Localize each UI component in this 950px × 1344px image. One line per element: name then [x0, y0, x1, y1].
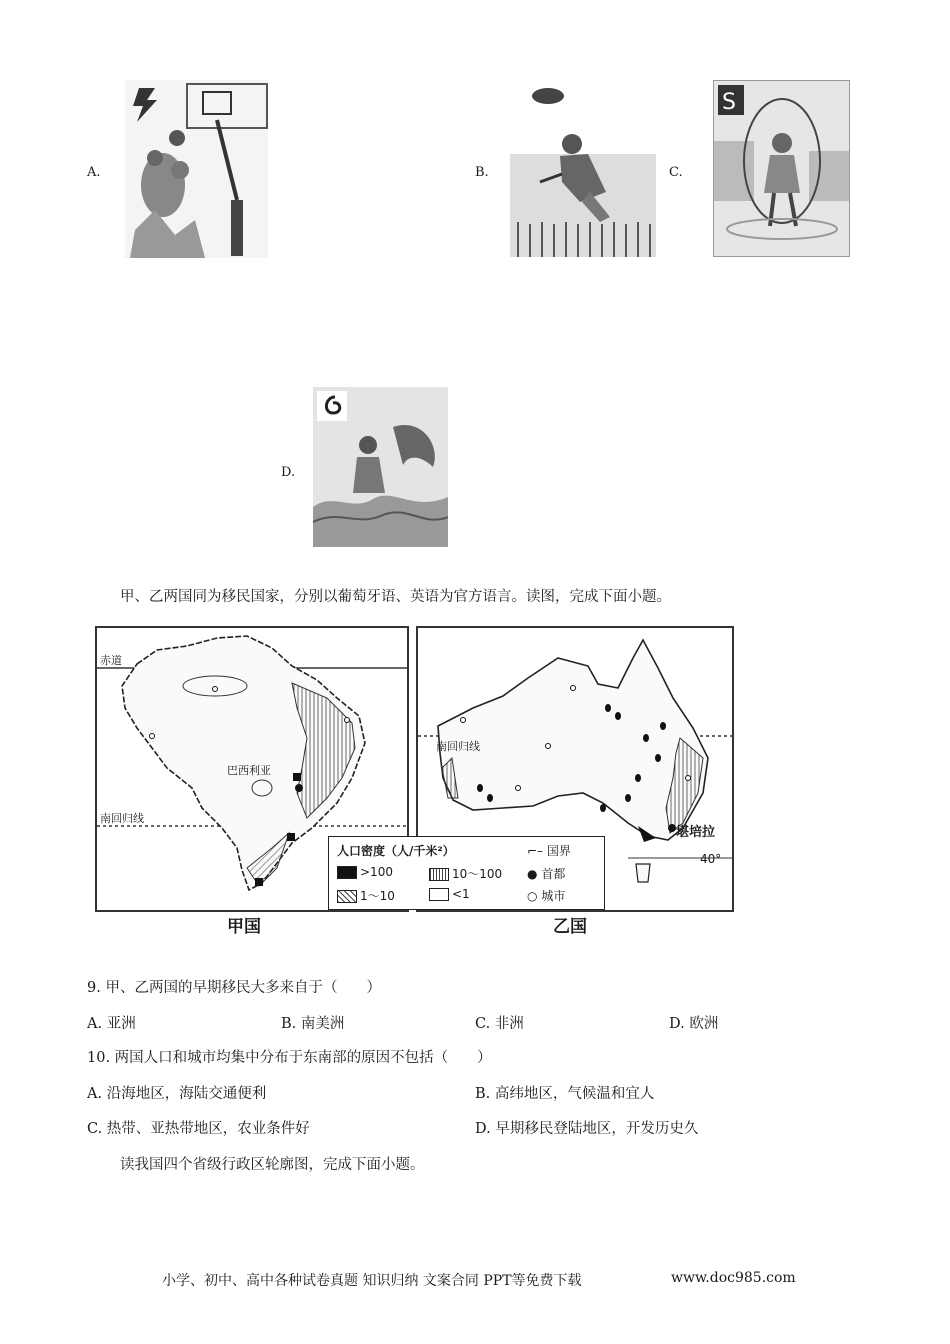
- capital-dot: [295, 784, 303, 792]
- legend-item-1-10: 1～10: [337, 887, 395, 904]
- swatch-empty: [429, 888, 449, 901]
- outro-text: 读我国四个省级行政区轮廓图，完成下面小题。: [120, 1157, 425, 1173]
- question-10-option-a: A. 沿海地区，海陆交通便利: [87, 1086, 267, 1102]
- footer-text: 小学、初中、高中各种试卷真题 知识归纳 文案合同 PPT等免费下载: [162, 1273, 582, 1289]
- question-9-option-a: A. 亚洲: [87, 1016, 136, 1032]
- question-10-stem: 10. 两国人口和城市均集中分布于东南部的原因不包括（ ）: [87, 1050, 492, 1066]
- map-left-caption: 甲国: [227, 917, 261, 937]
- cloud-icon: [532, 88, 564, 104]
- swatch-hatch: [337, 890, 357, 903]
- question-10-option-d: D. 早期移民登陆地区，开发历史久: [475, 1121, 699, 1137]
- picture-b-farmer-cloud: [510, 82, 656, 257]
- question-10-option-b: B. 高纬地区，气候温和宜人: [475, 1086, 655, 1102]
- legend-item-10-100: 10～100: [429, 865, 502, 882]
- question-9-option-b: B. 南美洲: [281, 1016, 345, 1032]
- option-label-c: C.: [669, 165, 683, 180]
- picture-a-basketball-lightning: [125, 80, 268, 258]
- option-label-b: B.: [475, 165, 489, 180]
- legend-symbol-capital: ● 首都: [527, 867, 566, 881]
- city-circle-icon: ○: [527, 889, 538, 903]
- picture-d-typhoon-waves: [313, 387, 448, 547]
- option-label-d: D.: [281, 465, 296, 480]
- capital-dot-right: [668, 824, 676, 832]
- map-right-caption: 乙国: [553, 917, 587, 937]
- picture-c-jump-rope: [713, 80, 850, 257]
- capital-dot-icon: ●: [527, 867, 538, 881]
- tropic-label-right: 南回归线: [436, 740, 480, 753]
- legend-title: 人口密度（人/千米²）: [337, 844, 455, 858]
- footer-link[interactable]: www.doc985.com: [671, 1270, 796, 1286]
- map-legend: [328, 836, 605, 910]
- question-10-option-c: C. 热带、亚热带地区，农业条件好: [87, 1121, 310, 1137]
- lat-40-label: 40°: [700, 852, 722, 866]
- swatch-vstripe: [429, 868, 449, 881]
- legend-symbol-border: ⌐– 国界: [527, 844, 571, 858]
- option-label-a: A.: [87, 165, 101, 180]
- legend-symbol-city: ○ 城市: [527, 889, 566, 903]
- question-9-option-c: C. 非洲: [475, 1016, 524, 1032]
- equator-label: 赤道: [100, 654, 122, 667]
- intro-text: 甲、乙两国同为移民国家，分别以葡萄牙语、英语为官方语言。读图，完成下面小题。: [120, 589, 671, 605]
- question-9-stem: 9. 甲、乙两国的早期移民大多来自于（ ）: [87, 980, 381, 996]
- legend-item-lt1: <1: [429, 887, 470, 901]
- legend-item-gt100: >100: [337, 865, 393, 879]
- city-label-canberra: 堪培拉: [676, 825, 716, 840]
- sun-icon: S: [722, 90, 736, 115]
- question-9-option-d: D. 欧洲: [669, 1016, 719, 1032]
- tropic-label-left: 南回归线: [100, 812, 144, 825]
- swatch-solid: [337, 866, 357, 879]
- capital-label: 巴西利亚: [227, 764, 271, 777]
- border-line-icon: ⌐–: [527, 844, 544, 858]
